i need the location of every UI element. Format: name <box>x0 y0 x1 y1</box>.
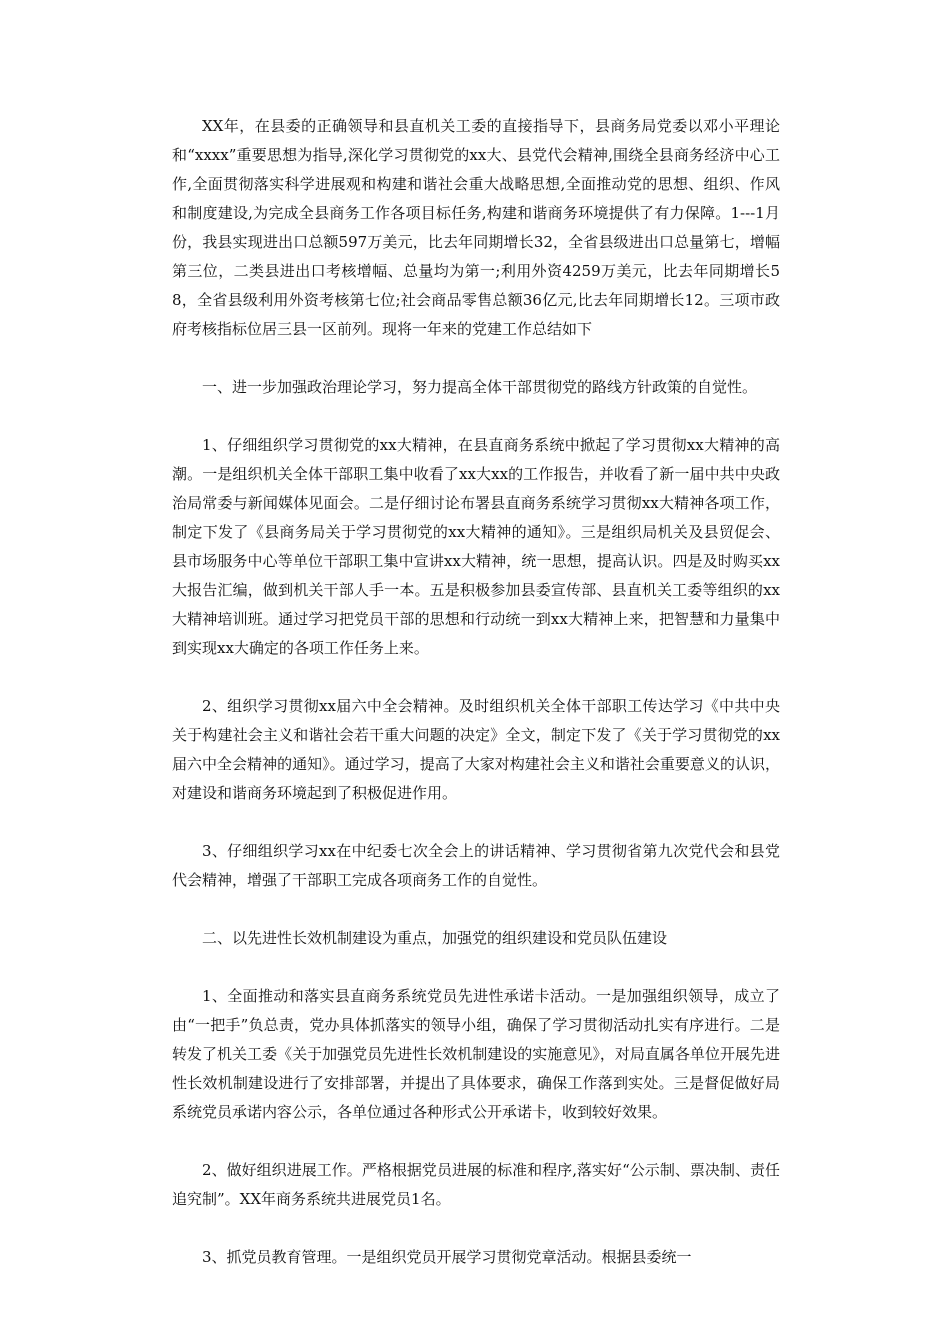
section-heading-1: 一、进一步加强政治理论学习，努力提高全体干部贯彻党的路线方针政策的自觉性。 <box>202 378 758 396</box>
section-1-item-1: 1、仔细组织学习贯彻党的xx大精神，在县直商务系统中掀起了学习贯彻xx大精神的高潮。一是组织机关全体干部职工集中收看了xx大xx的工作报告，并收看了新一届中共中央政治局常委与新闻媒体见面会。二是仔细讨论布署县直商务系统学习贯彻xx大精神各项工作，制定下发了《县商务局关于学习贯彻党的xx大精神的通知》。三是组织局机关及县贸促会、县市场服务中心等单位干部职工集中宣讲xx大精神，统一思想，提高认识。四是及时购买xx大报告汇编，做到机关干部人手一本。五是积极参加县委宣传部、县直机关工委等组织的xx大精神培训班。通过学习把党员干部的思想和行动统一到xx大精神上来，把智慧和力量集中到实现xx大确定的各项工作任务上来。 <box>172 436 780 657</box>
section-2-item-1: 1、全面推动和落实县直商务系统党员先进性承诺卡活动。一是加强组织领导，成立了由“一把手”负总责，党办具体抓落实的领导小组，确保了学习贯彻活动扎实有序进行。二是转发了机关工委《关于加强党员先进性长效机制建设的实施意见》，对局直属各单位开展先进性长效机制建设进行了安排部署，并提出了具体要求，确保工作落到实处。三是督促做好局系统党员承诺内容公示，各单位通过各种形式公开承诺卡，收到较好效果。 <box>172 987 780 1121</box>
section-2-item-3: 3、抓党员教育管理。一是组织党员开展学习贯彻党章活动。根据县委统一 <box>202 1248 692 1266</box>
document-body <box>172 112 780 1301</box>
section-heading-2: 二、以先进性长效机制建设为重点，加强党的组织建设和党员队伍建设 <box>202 929 668 947</box>
intro-paragraph: XX年，在县委的正确领导和县直机关工委的直接指导下，县商务局党委以邓小平理论和“xxxx”重要思想为指导,深化学习贯彻党的xx大、县党代会精神,围绕全县商务经济中心工作,全面贯彻落实科学进展观和构建和谐社会重大战略思想,全面推动党的思想、组织、作风和制度建设,为完成全县商务工作各项目标任务,构建和谐商务环境提供了有力保障。1---1月份，我县实现进出口总额597万美元，比去年同期增长32，全省县级进出口总量第七，增幅第三位，二类县进出口考核增幅、总量均为第一;利用外资4259万美元，比去年同期增长58，全省县级利用外资考核第七位;社会商品零售总额36亿元,比去年同期增长12。三项市政府考核指标位居三县一区前列。现将一年来的党建工作总结如下 <box>172 117 780 338</box>
section-1-item-2: 2、组织学习贯彻xx届六中全会精神。及时组织机关全体干部职工传达学习《中共中央关于构建社会主义和谐社会若干重大问题的决定》全文，制定下发了《关于学习贯彻党的xx届六中全会精神的通知》。通过学习，提高了大家对构建社会主义和谐社会重要意义的认识，对建设和谐商务环境起到了积极促进作用。 <box>172 697 780 802</box>
section-2-item-2: 2、做好组织进展工作。严格根据党员进展的标准和程序,落实好“公示制、票决制、责任追究制”。XX年商务系统共进展党员1名。 <box>172 1161 780 1208</box>
section-1-item-3: 3、仔细组织学习xx在中纪委七次全会上的讲话精神、学习贯彻省第九次党代会和县党代会精神，增强了干部职工完成各项商务工作的自觉性。 <box>172 842 780 889</box>
